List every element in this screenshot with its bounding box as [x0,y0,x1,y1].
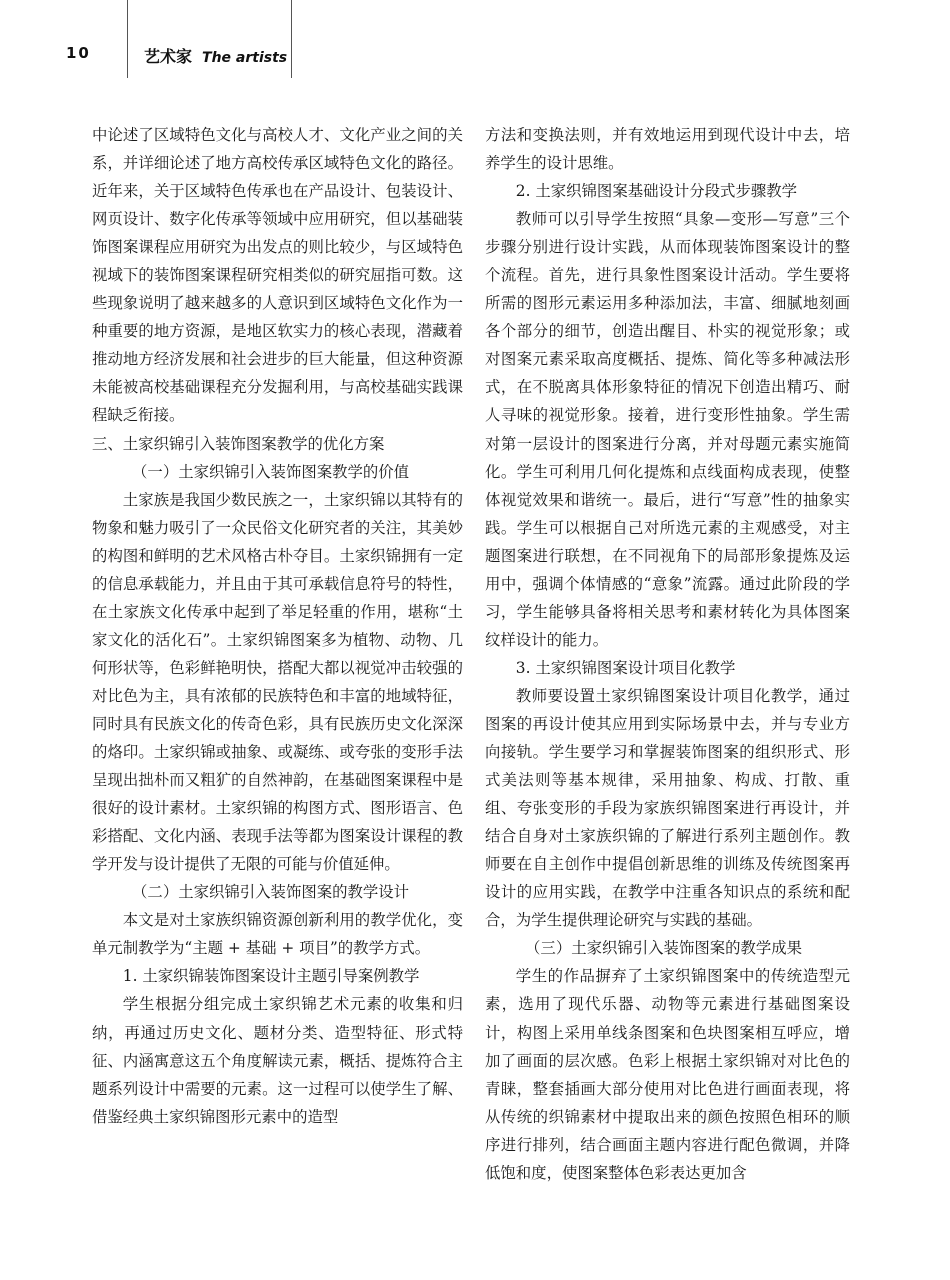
right-column [485,121,850,1187]
header-divider-left [127,0,128,78]
paragraph: 教师要设置土家织锦图案设计项目化教学，通过图案的再设计使其应用到实际场景中去，并与专业方向接轨。学生要学习和掌握装饰图案的组织形式、形式美法则等基本规律，采用抽象、构成、打散、重组、夸张变形的手段为家族织锦图案进行再设计，并结合自身对土家族织锦的了解进行系列主题创作。教师要在自主创作中提倡创新思维的训练及传统图案再设计的应用实践，在教学中注重各知识点的系统和配合，为学生提供理论研究与实践的基础。 [485,686,850,930]
section-heading: 三、土家织锦引入装饰图案教学的优化方案 [92,434,385,453]
page-number: 10 [66,44,91,62]
journal-title-cn: 艺术家 [144,47,193,66]
subsection-heading: （二）土家织锦引入装饰图案的教学设计 [132,883,410,902]
paragraph-continued: 中论述了区域特色文化与高校人才、文化产业之间的关系，并详细论述了地方高校传承区域特色文化的路径。近年来，关于区域特色传承也在产品设计、包装设计、网页设计、数字化传承等领域中应用研究，但以基础装饰图案课程应用研究为出发点的则比较少，与区域特色视域下的装饰图案课程研究相类似的研究屈指可数。这些现象说明了越来越多的人意识到区域特色文化作为一种重要的地方资源，是地区软实力的核心表现，潜藏着推动地方经济发展和社会进步的巨大能量，但这种资源未能被高校基础课程充分发掘利用，与高校基础实践课程缺乏衔接。 [92,126,463,425]
paragraph: 学生的作品摒弃了土家织锦图案中的传统造型元素，选用了现代乐器、动物等元素进行基础图案设计，构图上采用单线条图案和色块图案相互呼应，增加了画面的层次感。色彩上根据土家织锦对对比色的青睐，整套插画大部分使用对比色进行画面表现，将从传统的织锦素材中提取出来的颜色按照色相环的顺序进行排列，结合画面主题内容进行配色微调，并降低饱和度，使图案整体色彩表达更加含 [485,967,850,1182]
subsection-heading: （一）土家织锦引入装饰图案教学的价值 [132,462,410,481]
page-header [0,0,950,80]
journal-title-en: The artists [202,50,288,66]
numbered-heading: 3. 土家织锦图案设计项目化教学 [515,658,736,677]
paragraph: 学生根据分组完成土家织锦艺术元素的收集和归纳，再通过历史文化、题材分类、造型特征、形式特征、内涵寓意这五个角度解读元素，概括、提炼符合主题系列设计中需要的元素。这一过程可以使学生了解、借鉴经典土家织锦图形元素中的造型 [92,995,463,1126]
header-divider-right [291,0,292,78]
paragraph: 本文是对土家族织锦资源创新利用的教学优化，变单元制教学为“主题 + 基础 + 项目”的教学方式。 [92,911,463,958]
paragraph: 土家族是我国少数民族之一，土家织锦以其特有的物象和魅力吸引了一众民俗文化研究者的关注，其美妙的构图和鲜明的艺术风格古朴夺目。土家织锦拥有一定的信息承载能力，并且由于其可承载信息符号的特性，在土家族文化传承中起到了举足轻重的作用，堪称“土家文化的活化石”。土家织锦图案多为植物、动物、几何形状等，色彩鲜艳明快，搭配大都以视觉冲击较强的对比色为主，具有浓郁的民族特色和丰富的地域特征，同时具有民族文化的传奇色彩，具有民族历史文化深深的烙印。土家织锦或抽象、或凝练、或夸张的变形手法呈现出拙朴而又粗犷的自然神韵，在基础图案课程中是很好的设计素材。土家织锦的构图方式、图形语言、色彩搭配、文化内涵、表现手法等都为图案设计课程的教学开发与设计提供了无限的可能与价值延伸。 [92,490,463,874]
subsection-heading: （三）土家织锦引入装饰图案的教学成果 [525,939,803,958]
paragraph: 教师可以引导学生按照“具象—变形—写意”三个步骤分别进行设计实践，从而体现装饰图案设计的整个流程。首先，进行具象性图案设计活动。学生要将所需的图形元素运用多种添加法，丰富、细腻地刻画各个部分的细节，创造出醒目、朴实的视觉形象；或对图案元素采取高度概括、提炼、简化等多种减法形式，在不脱离具体形象特征的情况下创造出精巧、耐人寻味的视觉形象。接着，进行变形性抽象。学生需对第一层设计的图案进行分离，并对母题元素实施简化。学生可利用几何化提炼和点线面构成表现，使整体视觉效果和谐统一。最后，进行“写意”性的抽象实践。学生可以根据自己对所选元素的主观感受，对主题图案进行联想，在不同视角下的局部形象提炼及运用中，强调个体情感的“意象”流露。通过此阶段的学习，学生能够具备将相关思考和素材转化为具体图案纹样设计的能力。 [485,210,850,649]
numbered-heading: 2. 土家织锦图案基础设计分段式步骤教学 [515,182,798,201]
left-column [92,121,463,1131]
journal-title [144,44,287,67]
numbered-heading: 1. 土家织锦装饰图案设计主题引导案例教学 [122,967,420,986]
paragraph-continued: 方法和变换法则，并有效地运用到现代设计中去，培养学生的设计思维。 [485,126,850,173]
